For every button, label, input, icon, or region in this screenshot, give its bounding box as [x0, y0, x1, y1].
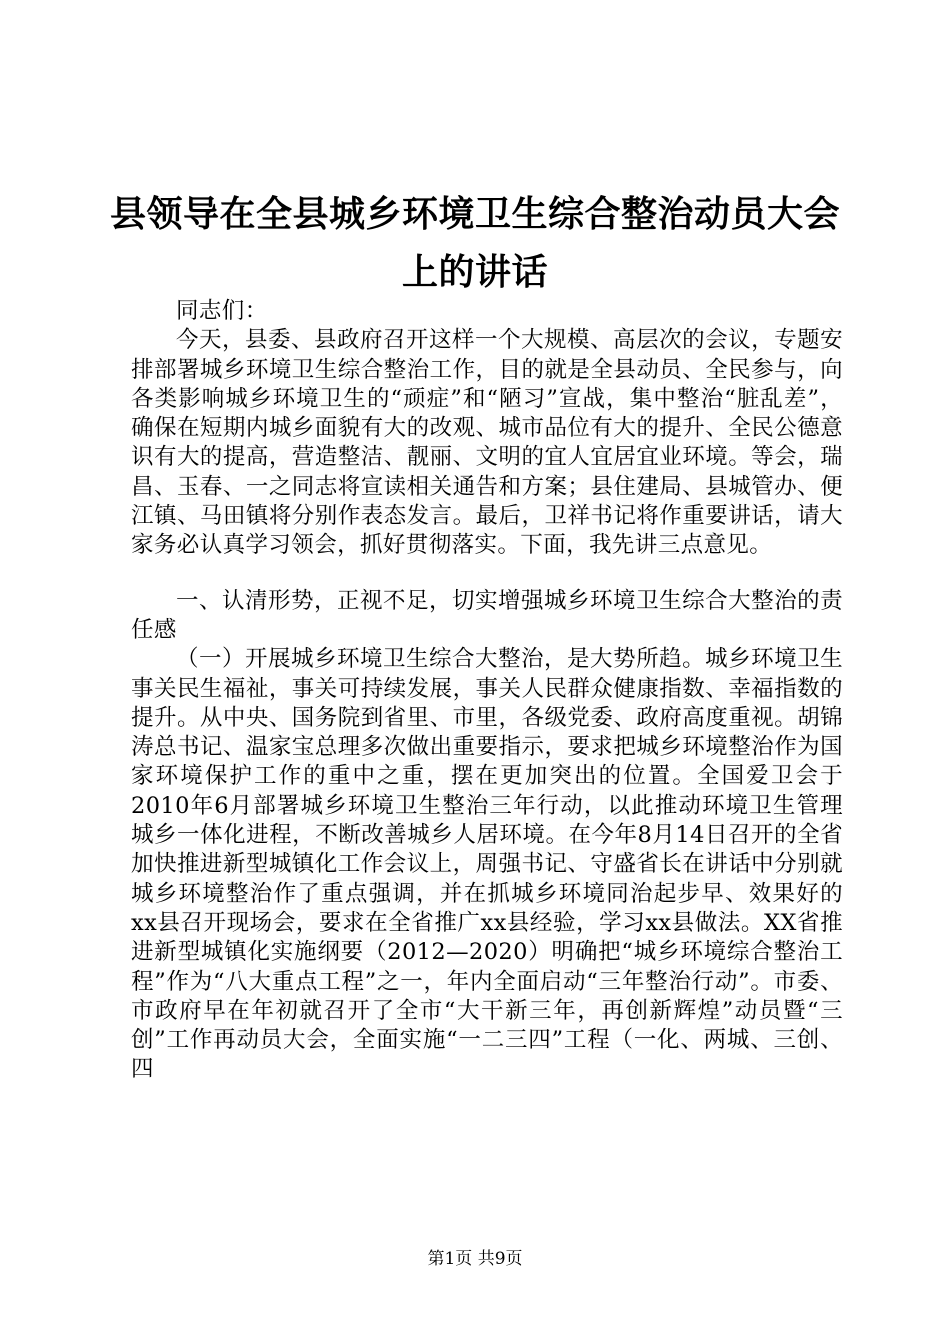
- document-title-line-1: 县领导在全县城乡环境卫生综合整治动员大会: [109, 193, 840, 235]
- section-heading-1: 一、认清形势，正视不足，切实增强城乡环境卫生综合大整治的责任感: [131, 587, 843, 643]
- page-number-footer: 第1页 共9页: [427, 1249, 523, 1269]
- paragraph-subsection-1: （一）开展城乡环境卫生综合大整治，是大势所趋。城乡环境卫生事关民生福祉，事关可持续发展，事关人民群众健康指数、幸福指数的提升。从中央、国务院到省里、市里，各级党委、政府高度重视。胡锦涛总书记、温家宝总理多次做出重要指示，要求把城乡环境整治作为国家环境保护工作的重中之重，摆在更加突出的位置。全国爱卫会于2010年6月部署城乡环境卫生整治三年行动，以此推动环境卫生管理城乡一体化进程，不断改善城乡人居环境。在今年8月14日召开的全省加快推进新型城镇化工作会议上，周强书记、守盛省长在讲话中分别就城乡环境整治作了重点强调，并在抓城乡环境同治起步早、效果好的xx县召开现场会，要求在全省推广xx县经验，学习xx县做法。XX省推进新型城镇化实施纲要（2012—2020）明确把“城乡环境综合整治工程”作为“八大重点工程”之一，年内全面启动“三年整治行动”。市委、市政府早在年初就召开了全市“大干新三年，再创新辉煌”动员暨“三创”工作再动员大会，全面实施“一二三四”工程（一化、两城、三创、四: [131, 646, 843, 1083]
- document-title-line-2: 上的讲话: [401, 251, 548, 293]
- paragraph-opening: 今天，县委、县政府召开这样一个大规模、高层次的会议，专题安排部署城乡环境卫生综合整治工作，目的就是全县动员、全民参与，向各类影响城乡环境卫生的“顽症”和“陋习”宣战，集中整治“脏乱差”，确保在短期内城乡面貌有大的改观、城市品位有大的提升、全民公德意识有大的提高，营造整洁、靓丽、文明的宜人宜居宜业环境。等会，瑞昌、玉春、一之同志将宣读相关通告和方案；县住建局、县城管办、便江镇、马田镇将分别作表态发言。最后，卫祥书记将作重要讲话，请大家务必认真学习领会，抓好贯彻落实。下面，我先讲三点意见。: [131, 327, 843, 559]
- document-body: [131, 297, 843, 1085]
- salutation: 同志们：: [176, 298, 268, 324]
